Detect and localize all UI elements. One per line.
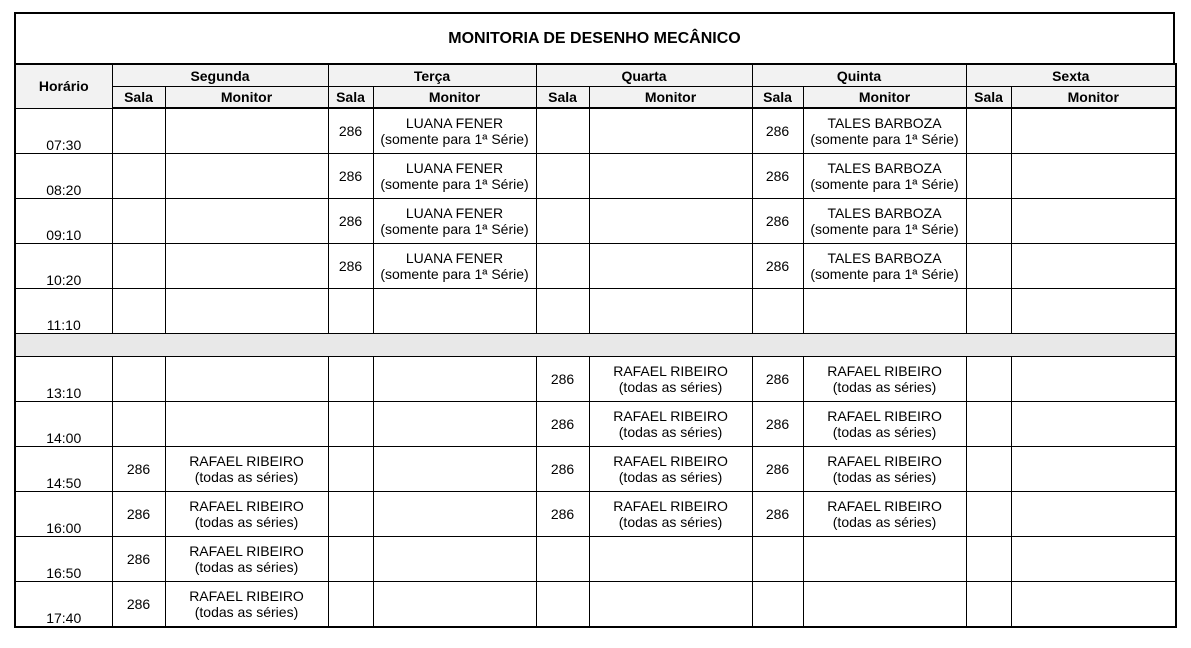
monitor-note: (todas as séries) xyxy=(832,514,937,530)
monitor-note: (somente para 1ª Série) xyxy=(810,266,959,282)
monitor-note: (todas as séries) xyxy=(194,559,299,575)
sala-cell xyxy=(966,289,1011,334)
sala-cell xyxy=(536,537,589,582)
sala-cell xyxy=(966,537,1011,582)
monitor-note: (somente para 1ª Série) xyxy=(810,221,959,237)
monitor-note: (somente para 1ª Série) xyxy=(380,176,529,192)
monitor-cell xyxy=(373,289,536,334)
time-label: 16:00 xyxy=(46,520,82,536)
lunch-break-row xyxy=(15,334,1176,357)
monitor-name: RAFAEL RIBEIRO xyxy=(827,408,942,424)
monitor-cell xyxy=(1011,108,1176,154)
time-cell xyxy=(15,402,112,447)
monitor-name: RAFAEL RIBEIRO xyxy=(827,453,942,469)
table-row xyxy=(15,447,1176,492)
monitor-name: RAFAEL RIBEIRO xyxy=(189,543,304,559)
time-cell xyxy=(15,537,112,582)
monitor-cell xyxy=(803,492,966,537)
time-label: 14:50 xyxy=(46,475,82,491)
monitor-name: LUANA FENER xyxy=(405,160,504,176)
header-day-sexta: Sexta xyxy=(966,64,1176,87)
header-sala: Sala xyxy=(752,87,803,109)
monitor-cell xyxy=(165,357,328,402)
sala-cell: 286 xyxy=(536,357,589,402)
sala-cell: 286 xyxy=(752,108,803,154)
sala-cell xyxy=(112,357,165,402)
monitor-cell xyxy=(165,199,328,244)
header-day-quinta: Quinta xyxy=(752,64,966,87)
sala-cell: 286 xyxy=(328,108,373,154)
header-row-columns xyxy=(15,87,1176,109)
header-sala: Sala xyxy=(328,87,373,109)
table-header xyxy=(15,64,1176,108)
monitor-cell xyxy=(803,402,966,447)
monitor-cell xyxy=(589,357,752,402)
monitor-cell xyxy=(803,582,966,628)
sala-cell xyxy=(112,402,165,447)
title-text: MONITORIA DE DESENHO MECÂNICO xyxy=(448,29,741,47)
monitor-cell xyxy=(373,244,536,289)
sala-cell: 286 xyxy=(328,154,373,199)
monitor-note: (todas as séries) xyxy=(832,469,937,485)
header-monitor: Monitor xyxy=(589,87,752,109)
sala-cell: 286 xyxy=(112,582,165,628)
sala-cell xyxy=(536,154,589,199)
header-sala: Sala xyxy=(112,87,165,109)
monitor-cell xyxy=(165,402,328,447)
sala-cell xyxy=(536,244,589,289)
schedule-table xyxy=(14,63,1177,628)
table-row xyxy=(15,582,1176,628)
monitor-name: RAFAEL RIBEIRO xyxy=(827,498,942,514)
monitor-note: (todas as séries) xyxy=(832,424,937,440)
header-monitor: Monitor xyxy=(803,87,966,109)
monitor-cell xyxy=(589,289,752,334)
monitor-cell xyxy=(1011,402,1176,447)
sala-cell: 286 xyxy=(752,402,803,447)
table-row xyxy=(15,492,1176,537)
sala-cell: 286 xyxy=(328,199,373,244)
time-cell xyxy=(15,199,112,244)
table-row xyxy=(15,402,1176,447)
table-row xyxy=(15,537,1176,582)
sala-cell: 286 xyxy=(112,537,165,582)
header-monitor: Monitor xyxy=(165,87,328,109)
sala-cell xyxy=(966,402,1011,447)
monitor-cell xyxy=(165,537,328,582)
sala-cell xyxy=(112,244,165,289)
sala-cell xyxy=(966,244,1011,289)
monitor-name: RAFAEL RIBEIRO xyxy=(189,453,304,469)
monitor-cell xyxy=(1011,537,1176,582)
monitor-cell xyxy=(165,289,328,334)
monitor-name: TALES BARBOZA xyxy=(827,250,942,266)
sala-cell xyxy=(328,447,373,492)
monitor-name: TALES BARBOZA xyxy=(827,160,942,176)
monitor-cell xyxy=(803,447,966,492)
monitor-cell xyxy=(1011,447,1176,492)
sala-cell xyxy=(328,289,373,334)
sala-cell xyxy=(752,582,803,628)
monitor-note: (somente para 1ª Série) xyxy=(810,131,959,147)
monitor-cell xyxy=(589,154,752,199)
sala-cell: 286 xyxy=(112,492,165,537)
monitor-cell xyxy=(803,357,966,402)
sala-cell: 286 xyxy=(752,154,803,199)
monitor-cell xyxy=(1011,244,1176,289)
monitor-cell xyxy=(373,357,536,402)
sala-cell xyxy=(966,199,1011,244)
time-label: 09:10 xyxy=(46,227,82,243)
sala-cell xyxy=(328,537,373,582)
table-body xyxy=(15,108,1176,627)
monitor-name: LUANA FENER xyxy=(405,250,504,266)
monitor-cell xyxy=(589,447,752,492)
monitor-name: LUANA FENER xyxy=(405,115,504,131)
sala-cell xyxy=(328,357,373,402)
monitor-note: (somente para 1ª Série) xyxy=(380,131,529,147)
monitor-name: RAFAEL RIBEIRO xyxy=(613,453,728,469)
monitor-cell xyxy=(165,154,328,199)
monitor-cell xyxy=(373,582,536,628)
header-horario: Horário xyxy=(15,64,112,108)
monitor-cell xyxy=(589,537,752,582)
sala-cell xyxy=(536,199,589,244)
table-row xyxy=(15,244,1176,289)
sala-cell: 286 xyxy=(328,244,373,289)
sala-cell xyxy=(328,492,373,537)
monitor-name: RAFAEL RIBEIRO xyxy=(189,588,304,604)
monitor-cell xyxy=(373,492,536,537)
time-label: 14:00 xyxy=(46,430,82,446)
sala-cell xyxy=(966,447,1011,492)
monitor-cell xyxy=(165,244,328,289)
monitor-note: (somente para 1ª Série) xyxy=(380,266,529,282)
monitor-cell xyxy=(803,289,966,334)
monitor-note: (todas as séries) xyxy=(194,514,299,530)
sala-cell xyxy=(752,289,803,334)
monitor-cell xyxy=(1011,582,1176,628)
sala-cell: 286 xyxy=(536,492,589,537)
header-row-days xyxy=(15,64,1176,87)
time-label: 16:50 xyxy=(46,565,82,581)
sala-cell xyxy=(536,289,589,334)
monitor-name: RAFAEL RIBEIRO xyxy=(613,363,728,379)
header-monitor: Monitor xyxy=(1011,87,1176,109)
monitor-note: (todas as séries) xyxy=(618,514,723,530)
monitor-cell xyxy=(589,492,752,537)
monitor-cell xyxy=(373,402,536,447)
time-label: 10:20 xyxy=(46,272,82,288)
time-label: 07:30 xyxy=(46,137,82,153)
time-cell xyxy=(15,154,112,199)
table-row xyxy=(15,108,1176,154)
time-cell xyxy=(15,357,112,402)
time-cell xyxy=(15,244,112,289)
table-row xyxy=(15,357,1176,402)
monitor-name: RAFAEL RIBEIRO xyxy=(613,408,728,424)
monitor-name: TALES BARBOZA xyxy=(827,205,942,221)
time-cell xyxy=(15,108,112,154)
monitor-cell xyxy=(1011,357,1176,402)
monitor-cell xyxy=(1011,289,1176,334)
monitor-note: (somente para 1ª Série) xyxy=(380,221,529,237)
time-label: 11:10 xyxy=(46,317,81,333)
time-cell xyxy=(15,492,112,537)
monitor-cell xyxy=(373,537,536,582)
monitor-name: RAFAEL RIBEIRO xyxy=(827,363,942,379)
monitor-note: (todas as séries) xyxy=(618,469,723,485)
sala-cell xyxy=(966,108,1011,154)
sala-cell xyxy=(112,289,165,334)
sala-cell xyxy=(536,108,589,154)
sala-cell xyxy=(966,357,1011,402)
header-day-segunda: Segunda xyxy=(112,64,328,87)
sala-cell xyxy=(112,199,165,244)
sala-cell xyxy=(328,582,373,628)
monitor-cell xyxy=(803,108,966,154)
monitor-cell xyxy=(165,582,328,628)
sala-cell xyxy=(966,492,1011,537)
monitor-cell xyxy=(165,447,328,492)
monitor-name: RAFAEL RIBEIRO xyxy=(189,498,304,514)
sala-cell xyxy=(328,402,373,447)
sala-cell: 286 xyxy=(752,447,803,492)
monitor-cell xyxy=(589,402,752,447)
monitor-cell xyxy=(1011,154,1176,199)
table-row xyxy=(15,199,1176,244)
sala-cell: 286 xyxy=(536,402,589,447)
sala-cell: 286 xyxy=(752,357,803,402)
sala-cell: 286 xyxy=(112,447,165,492)
sala-cell: 286 xyxy=(752,199,803,244)
monitor-cell xyxy=(1011,199,1176,244)
monitor-note: (somente para 1ª Série) xyxy=(810,176,959,192)
monitor-cell xyxy=(1011,492,1176,537)
header-sala: Sala xyxy=(536,87,589,109)
monitor-cell xyxy=(803,199,966,244)
sala-cell: 286 xyxy=(752,492,803,537)
monitor-note: (todas as séries) xyxy=(194,604,299,620)
header-sala: Sala xyxy=(966,87,1011,109)
sala-cell xyxy=(752,537,803,582)
header-monitor: Monitor xyxy=(373,87,536,109)
monitor-note: (todas as séries) xyxy=(194,469,299,485)
sala-cell xyxy=(112,108,165,154)
header-day-terca: Terça xyxy=(328,64,536,87)
monitor-cell xyxy=(803,537,966,582)
time-cell xyxy=(15,447,112,492)
break-cell xyxy=(15,334,1176,357)
sala-cell xyxy=(966,582,1011,628)
time-cell xyxy=(15,289,112,334)
monitor-name: LUANA FENER xyxy=(405,205,504,221)
sala-cell xyxy=(112,154,165,199)
sala-cell xyxy=(966,154,1011,199)
sala-cell: 286 xyxy=(752,244,803,289)
monitor-cell xyxy=(803,154,966,199)
monitor-cell xyxy=(165,492,328,537)
monitor-name: TALES BARBOZA xyxy=(827,115,942,131)
schedule-sheet xyxy=(14,12,1175,628)
monitor-cell xyxy=(373,154,536,199)
monitor-cell xyxy=(589,582,752,628)
monitor-cell xyxy=(373,199,536,244)
time-label: 17:40 xyxy=(46,610,82,626)
table-row xyxy=(15,154,1176,199)
monitor-cell xyxy=(165,108,328,154)
time-label: 13:10 xyxy=(46,385,82,401)
monitor-cell xyxy=(589,108,752,154)
monitor-cell xyxy=(589,199,752,244)
monitor-name: RAFAEL RIBEIRO xyxy=(613,498,728,514)
monitor-cell xyxy=(373,447,536,492)
monitor-note: (todas as séries) xyxy=(832,379,937,395)
sala-cell xyxy=(536,582,589,628)
sala-cell: 286 xyxy=(536,447,589,492)
time-cell xyxy=(15,582,112,628)
monitor-cell xyxy=(803,244,966,289)
header-day-quarta: Quarta xyxy=(536,64,752,87)
monitor-note: (todas as séries) xyxy=(618,379,723,395)
monitor-note: (todas as séries) xyxy=(618,424,723,440)
monitor-cell xyxy=(373,108,536,154)
time-label: 08:20 xyxy=(46,182,82,198)
page-title xyxy=(14,12,1175,63)
monitor-cell xyxy=(589,244,752,289)
table-row xyxy=(15,289,1176,334)
